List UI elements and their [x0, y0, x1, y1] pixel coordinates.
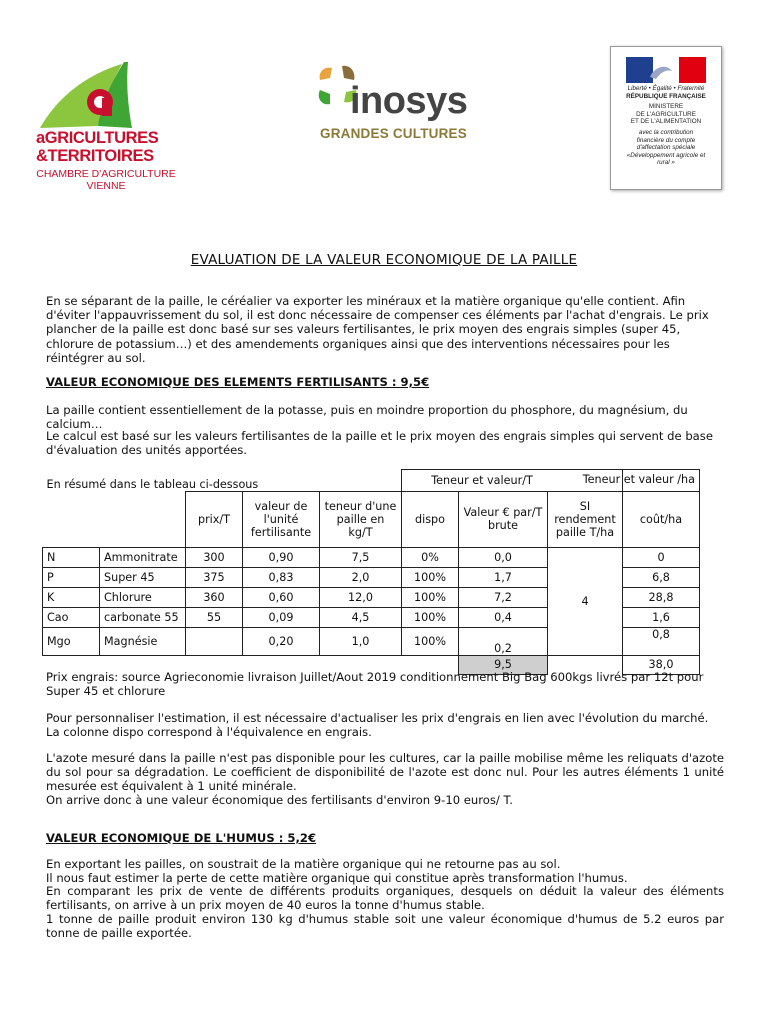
document-title: EVALUATION DE LA VALEUR ECONOMIQUE DE LA PAILLE [190, 252, 578, 268]
inosys-subtitle: GRANDES CULTURES [320, 126, 467, 141]
rf-motto: Liberté • Égalité • Fraternité [627, 85, 705, 92]
table-row: Mgo Magnésie 0,20 1,0 100% 0,2 0,8 [43, 627, 700, 655]
rf-contrib-3: d'affectation spéciale [636, 144, 696, 152]
note-perso-1: Pour personnaliser l'estimation, il est nécessaire d'actualiser les prix d'engrais en lien avec l'évolution du marché. [46, 711, 709, 725]
rf-republic: RÉPUBLIQUE FRANÇAISE [626, 92, 706, 100]
rf-ministry-3: ET DE L'ALIMENTATION [630, 118, 702, 126]
table-row: P Super 45 375 0,83 2,0 100% 1,7 6,8 [43, 567, 700, 587]
header-prix: prix/T [186, 491, 243, 547]
republique-francaise-logo [610, 46, 722, 190]
table-row: K Chlorure 360 0,60 12,0 100% 7,2 28,8 [43, 587, 700, 607]
rf-contrib-4: «Développement agricole et [626, 151, 706, 159]
chambre-agriculture-emblem-icon [36, 56, 176, 132]
header-cout-ha: coût/ha [623, 491, 700, 547]
total-valeur: 9,5 [459, 655, 548, 675]
table-group-hectare: Teneur et valeur /ha [623, 470, 700, 492]
fertilisants-table [42, 469, 700, 675]
table-group-tonne: Teneur et valeur/T [402, 470, 623, 492]
header-rendement: SI rendement paille T/ha [548, 491, 623, 547]
note-azote: L'azote mesuré dans la paille n'est pas disponible pour les cultures, car la paille mobilise même les reliquats d'azote du sol pour sa dégradation. Le coefficient de disponibilité de l'azote est donc nul. Pour les autres éléments 1 unité mesurée est équivalent à 1 unité minérale. [46, 751, 724, 794]
inosys-wordmark: inosys [350, 80, 468, 122]
section-humus-p3: En comparant les prix de vente de différents produits organiques, desquels on déduit la valeur des éléments fertilisants, on arrive à un prix moyen de 40 euros la tonne d'humus stable. [46, 884, 724, 913]
rf-ministry-1: MINISTERE [648, 103, 684, 111]
inosys-logo [312, 60, 472, 150]
intro-paragraph: En se séparant de la paille, le céréalier va exporter les minéraux et la matière organique qu'elle contient. Afin d'éviter l'appauvrissement du sol, il est donc nécessaire de compenser ces éléments par l'achat d'engrais. Le prix plancher de la paille est donc basé sur ses valeurs fertilisantes, le prix moyen des engrais simples (super 45, chlorure de potassium…) et des amendements organiques ainsi que des interventions nécessaires pour les réintégrer au sol. [46, 294, 709, 365]
section-fertilisants-p1: La paille contient essentiellement de la potasse, puis en moindre proportion du phosphore, du magnésium, du calcium… [46, 403, 688, 432]
chambre-agriculture-logo [36, 56, 176, 196]
table-row: Cao carbonate 55 55 0,09 4,5 100% 0,4 1,6 [43, 607, 700, 627]
total-cout: 38,0 [623, 655, 700, 675]
table-row: N Ammonitrate 300 0,90 7,5 0% 0,0 4 0 [43, 547, 700, 567]
section-humus-p4: 1 tonne de paille produit environ 130 kg d'humus stable soit une valeur économique d'humus de 5.2 euros par tonne de paille exportée. [46, 912, 724, 941]
logo-line-territoires: &TERRITOIRES [36, 147, 154, 165]
header-valeur-brute: Valeur € par/T brute [459, 491, 548, 547]
section-fertilisants-heading: VALEUR ECONOMIQUE DES ELEMENTS FERTILISANTS : 9,5€ [46, 375, 430, 389]
rendement-cell: 4 [548, 547, 623, 655]
logo-line-agricultures: aGRICULTURES [36, 129, 159, 147]
logo-line-vienne: VIENNE [86, 180, 126, 192]
rf-ministry-2: DE L'AGRICULTURE [636, 110, 696, 118]
logo-line-chambre: CHAMBRE D'AGRICULTURE [36, 168, 176, 180]
note-perso-2: La colonne dispo correspond à l'équivalence en engrais. [46, 725, 372, 739]
rf-contrib-5: rural » [657, 159, 675, 167]
section-humus-p2: Il nous faut estimer la perte de cette matière organique qui constitue après transformation l'humus. [46, 871, 628, 885]
note-source: Prix engrais: source Agrieconomie livraison Juillet/Aout 2019 conditionnement Big Bag 600kgs livrés par 12t pour Super 45 et chlorure [46, 670, 704, 699]
section-humus-heading: VALEUR ECONOMIQUE DE L'HUMUS : 5,2€ [46, 831, 317, 845]
table-lead: En résumé dans le tableau ci-dessous [46, 477, 259, 491]
marianne-flag-icon [626, 57, 706, 83]
section-fertilisants-p2: Le calcul est basé sur les valeurs fertilisantes de la paille et le prix moyen des engrais simples qui servent de base d'évaluation des unités apportées. [46, 429, 713, 458]
header-dispo: dispo [402, 491, 459, 547]
note-conclusion: On arrive donc à une valeur économique des fertilisants d'environ 9-10 euros/ T. [46, 793, 513, 807]
header-teneur: teneur d'une paille en kg/T [320, 491, 402, 547]
header-valeur-unite: valeur de l'unité fertilisante [243, 491, 320, 547]
rf-contrib-2: financière du compte [636, 136, 696, 144]
rf-contrib-1: avec la contribution [638, 128, 694, 136]
section-humus-p1: En exportant les pailles, on soustrait de la matière organique qui ne retourne pas au sol. [46, 857, 561, 871]
